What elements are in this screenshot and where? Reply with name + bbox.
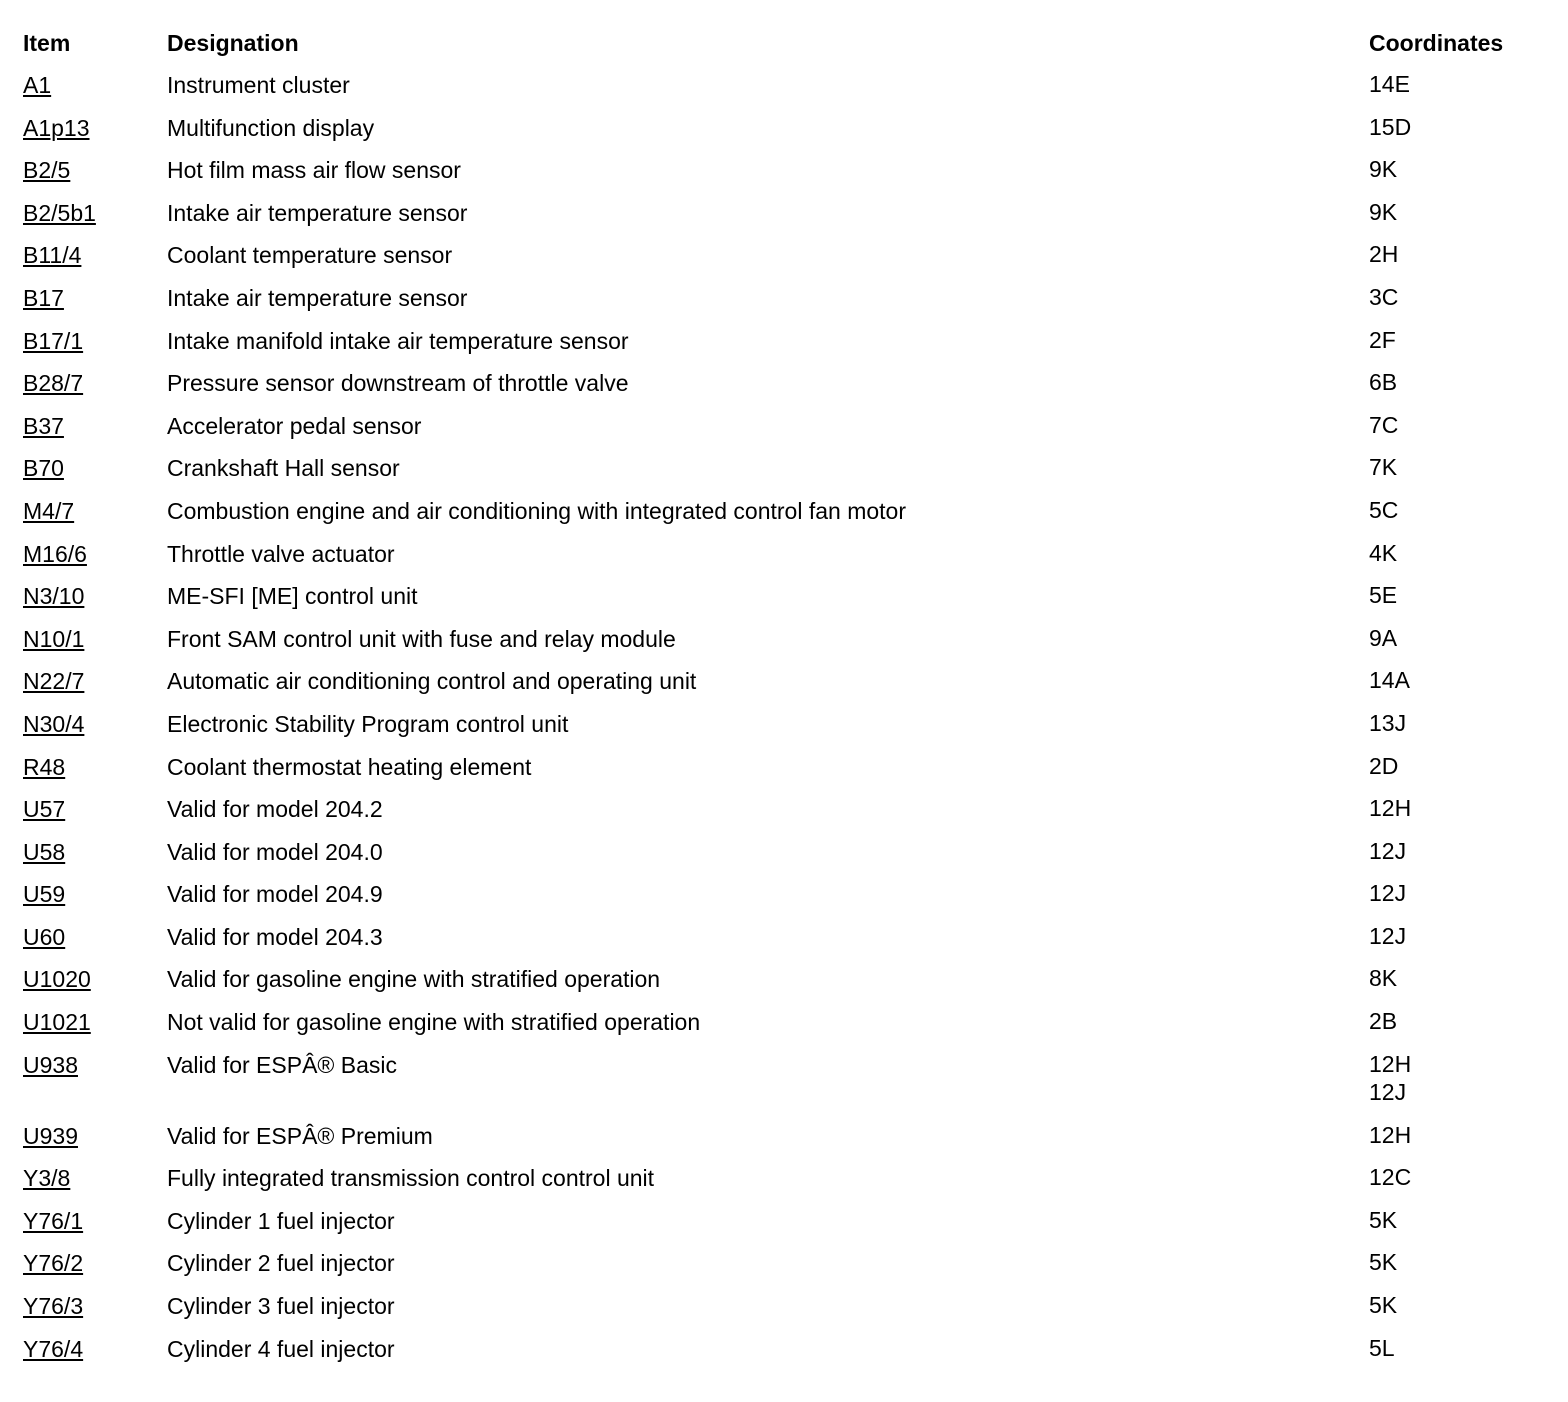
item-link[interactable]: Y76/4 bbox=[23, 1335, 84, 1362]
coordinate-value: 8K bbox=[1369, 965, 1398, 992]
item-link[interactable]: M16/6 bbox=[23, 540, 87, 567]
coordinates-cell bbox=[1369, 752, 1398, 780]
item-link[interactable]: A1p13 bbox=[23, 114, 90, 141]
coordinate-value: 4K bbox=[1369, 539, 1398, 566]
coordinate-value: 2D bbox=[1369, 752, 1399, 779]
item-cell bbox=[23, 368, 83, 399]
item-cell bbox=[23, 539, 87, 570]
table-row bbox=[23, 794, 1553, 837]
item-cell bbox=[23, 453, 64, 484]
item-cell bbox=[23, 709, 84, 740]
table-row bbox=[23, 198, 1553, 241]
item-cell bbox=[23, 240, 81, 271]
item-cell bbox=[23, 964, 91, 995]
item-link[interactable]: N3/10 bbox=[23, 583, 85, 610]
coordinates-cell bbox=[1369, 709, 1406, 737]
item-cell bbox=[23, 1163, 70, 1194]
coordinates-cell bbox=[1369, 155, 1397, 183]
item-cell bbox=[23, 922, 65, 953]
table-row bbox=[23, 1163, 1553, 1206]
coordinates-cell bbox=[1369, 496, 1398, 524]
coordinates-cell bbox=[1369, 1206, 1397, 1234]
table-row bbox=[23, 326, 1553, 369]
coordinates-cell bbox=[1369, 70, 1410, 98]
designation-cell: Valid for model 204.2 bbox=[167, 796, 383, 823]
item-link[interactable]: A1 bbox=[23, 72, 52, 98]
item-cell bbox=[23, 581, 84, 612]
coordinate-value: 14A bbox=[1369, 667, 1410, 694]
item-link[interactable]: B17/1 bbox=[23, 327, 84, 354]
table-row bbox=[23, 240, 1553, 283]
coordinate-value: 5K bbox=[1369, 1206, 1398, 1233]
table-row bbox=[23, 496, 1553, 539]
coordinate-value: 14E bbox=[1369, 71, 1410, 97]
coordinate-value: 5C bbox=[1369, 496, 1399, 523]
designation-cell: Cylinder 1 fuel injector bbox=[167, 1207, 395, 1234]
table-row bbox=[23, 752, 1553, 795]
coordinates-cell bbox=[1369, 1291, 1397, 1319]
item-link[interactable]: U57 bbox=[23, 796, 66, 823]
header-designation: Designation bbox=[167, 30, 299, 56]
designation-cell: Front SAM control unit with fuse and relay module bbox=[167, 625, 676, 652]
coordinate-value: 13J bbox=[1369, 709, 1407, 736]
designation-cell: Intake manifold intake air temperature sensor bbox=[167, 327, 629, 354]
designation-cell: Automatic air conditioning control and operating unit bbox=[167, 668, 697, 695]
item-cell bbox=[23, 624, 84, 655]
coordinates-cell bbox=[1369, 539, 1397, 567]
table-row bbox=[23, 1291, 1553, 1334]
item-cell bbox=[23, 879, 65, 910]
designation-cell: Not valid for gasoline engine with stratified operation bbox=[167, 1009, 701, 1036]
coordinate-value: 9K bbox=[1369, 156, 1398, 183]
coordinates-cell bbox=[1369, 113, 1411, 141]
coordinates-cell bbox=[1369, 368, 1397, 396]
table-row bbox=[23, 666, 1553, 709]
coordinate-value: 7K bbox=[1369, 454, 1398, 481]
table-header bbox=[23, 28, 1553, 70]
item-cell bbox=[23, 1121, 78, 1152]
designation-cell: Instrument cluster bbox=[167, 72, 350, 98]
table-body bbox=[23, 70, 1553, 1376]
coordinates-cell bbox=[1369, 411, 1398, 439]
coordinates-cell bbox=[1369, 1334, 1395, 1362]
table-row bbox=[23, 155, 1553, 198]
designation-cell: Cylinder 4 fuel injector bbox=[167, 1335, 395, 1362]
item-cell bbox=[23, 198, 96, 229]
designation-cell: Accelerator pedal sensor bbox=[167, 412, 422, 439]
item-cell bbox=[23, 283, 64, 314]
coordinate-value: 2F bbox=[1369, 326, 1396, 353]
item-cell bbox=[23, 1050, 78, 1081]
coordinate-value: 7C bbox=[1369, 411, 1399, 438]
coordinate-value: 9K bbox=[1369, 198, 1398, 225]
item-link[interactable]: U1021 bbox=[23, 1009, 91, 1036]
table-row bbox=[23, 922, 1553, 965]
item-link[interactable]: M4/7 bbox=[23, 497, 75, 524]
item-link[interactable]: N22/7 bbox=[23, 668, 85, 695]
table-row bbox=[23, 1334, 1553, 1377]
item-link[interactable]: B17 bbox=[23, 284, 64, 311]
table-row bbox=[23, 709, 1553, 752]
table-row bbox=[23, 539, 1553, 582]
designation-cell: Coolant temperature sensor bbox=[167, 242, 453, 269]
coordinates-cell bbox=[1369, 922, 1406, 950]
coordinate-value: 12H bbox=[1369, 795, 1412, 822]
item-link[interactable]: U60 bbox=[23, 923, 66, 950]
table-row bbox=[23, 581, 1553, 624]
designation-cell: Multifunction display bbox=[167, 114, 375, 141]
item-link[interactable]: N10/1 bbox=[23, 625, 85, 652]
item-link[interactable]: B70 bbox=[23, 455, 64, 482]
item-link[interactable]: U58 bbox=[23, 838, 66, 865]
coordinates-cell bbox=[1369, 879, 1406, 907]
designation-cell: ME-SFI [ME] control unit bbox=[167, 583, 418, 610]
designation-cell: Cylinder 2 fuel injector bbox=[167, 1250, 395, 1277]
legend-table bbox=[23, 28, 1553, 1376]
coordinate-value: 15D bbox=[1369, 113, 1412, 140]
item-link[interactable]: U1020 bbox=[23, 966, 91, 993]
coordinate-value: 9A bbox=[1369, 624, 1398, 651]
coordinates-cell bbox=[1369, 1050, 1411, 1106]
designation-cell: Intake air temperature sensor bbox=[167, 199, 468, 226]
table-row bbox=[23, 368, 1553, 411]
coordinates-cell bbox=[1369, 624, 1397, 652]
item-link[interactable]: Y76/1 bbox=[23, 1207, 84, 1234]
table-row bbox=[23, 1050, 1553, 1121]
item-link[interactable]: Y3/8 bbox=[23, 1165, 71, 1192]
designation-cell: Pressure sensor downstream of throttle valve bbox=[167, 370, 629, 397]
coordinate-value: 3C bbox=[1369, 283, 1399, 310]
designation-cell: Valid for model 204.0 bbox=[167, 838, 383, 865]
table-row bbox=[23, 1007, 1553, 1050]
table-row bbox=[23, 453, 1553, 496]
table-row bbox=[23, 283, 1553, 326]
designation-cell: Cylinder 3 fuel injector bbox=[167, 1293, 395, 1320]
header-coordinates: Coordinates bbox=[1369, 30, 1504, 56]
item-link[interactable]: R48 bbox=[23, 753, 66, 780]
header-item: Item bbox=[23, 30, 71, 56]
item-link[interactable]: B2/5 bbox=[23, 157, 71, 184]
coordinates-cell bbox=[1369, 453, 1397, 481]
coordinates-cell bbox=[1369, 794, 1411, 822]
designation-cell: Combustion engine and air conditioning with integrated control fan motor bbox=[167, 497, 906, 524]
table-row bbox=[23, 879, 1553, 922]
designation-cell: Intake air temperature sensor bbox=[167, 284, 468, 311]
designation-cell: Valid for model 204.3 bbox=[167, 923, 383, 950]
designation-cell: Hot film mass air flow sensor bbox=[167, 157, 461, 184]
coordinates-cell bbox=[1369, 283, 1398, 311]
table-row bbox=[23, 70, 1553, 113]
designation-cell: Electronic Stability Program control unit bbox=[167, 710, 569, 737]
table-row bbox=[23, 624, 1553, 667]
coordinate-value: 5E bbox=[1369, 582, 1398, 609]
coordinate-value: 5K bbox=[1369, 1249, 1398, 1276]
coordinate-value: 12J bbox=[1369, 1078, 1407, 1105]
item-cell bbox=[23, 155, 70, 186]
table-row bbox=[23, 964, 1553, 1007]
coordinate-value: 12J bbox=[1369, 922, 1407, 949]
coordinate-value: 12H bbox=[1369, 1050, 1412, 1077]
item-cell bbox=[23, 1334, 83, 1365]
item-cell bbox=[23, 1007, 91, 1038]
table-row bbox=[23, 837, 1553, 880]
item-cell bbox=[23, 794, 65, 825]
item-cell bbox=[23, 70, 51, 101]
item-link[interactable]: Y76/2 bbox=[23, 1250, 84, 1277]
designation-cell: Fully integrated transmission control control unit bbox=[167, 1165, 655, 1192]
item-cell bbox=[23, 752, 65, 783]
coordinate-value: 12H bbox=[1369, 1121, 1412, 1148]
coordinate-value: 5L bbox=[1369, 1334, 1395, 1361]
coordinates-cell bbox=[1369, 1163, 1411, 1191]
table-row bbox=[23, 113, 1553, 156]
coordinate-value: 2B bbox=[1369, 1008, 1398, 1035]
designation-cell: Throttle valve actuator bbox=[167, 540, 395, 567]
item-cell bbox=[23, 666, 84, 697]
item-cell bbox=[23, 837, 65, 868]
coordinate-value: 12J bbox=[1369, 837, 1407, 864]
designation-cell: Crankshaft Hall sensor bbox=[167, 455, 400, 482]
table-row bbox=[23, 1206, 1553, 1249]
item-cell bbox=[23, 1248, 83, 1279]
item-cell bbox=[23, 113, 90, 144]
item-link[interactable]: B11/4 bbox=[23, 242, 82, 269]
coordinates-cell bbox=[1369, 240, 1398, 268]
item-cell bbox=[23, 1291, 83, 1322]
designation-cell: Coolant thermostat heating element bbox=[167, 753, 532, 780]
designation-cell: Valid for model 204.9 bbox=[167, 881, 383, 908]
item-cell bbox=[23, 1206, 83, 1237]
coordinates-cell bbox=[1369, 1121, 1411, 1149]
coordinate-value: 12J bbox=[1369, 880, 1407, 907]
designation-cell: Valid for ESPÂ® Basic bbox=[167, 1051, 397, 1078]
coordinates-cell bbox=[1369, 581, 1397, 609]
coordinates-cell bbox=[1369, 1007, 1397, 1035]
table-row bbox=[23, 1121, 1553, 1164]
coordinates-cell bbox=[1369, 326, 1396, 354]
item-link[interactable]: U939 bbox=[23, 1122, 78, 1149]
designation-cell: Valid for ESPÂ® Premium bbox=[167, 1122, 433, 1149]
item-cell bbox=[23, 496, 74, 527]
item-cell bbox=[23, 326, 83, 357]
coordinates-cell bbox=[1369, 198, 1397, 226]
item-link[interactable]: B28/7 bbox=[23, 370, 84, 397]
item-link[interactable]: U59 bbox=[23, 881, 66, 908]
coordinates-cell bbox=[1369, 1248, 1397, 1276]
item-link[interactable]: B2/5b1 bbox=[23, 199, 96, 226]
item-link[interactable]: N30/4 bbox=[23, 710, 85, 737]
item-link[interactable]: U938 bbox=[23, 1051, 78, 1078]
table-row bbox=[23, 1248, 1553, 1291]
designation-cell: Valid for gasoline engine with stratified operation bbox=[167, 966, 661, 993]
table-row bbox=[23, 411, 1553, 454]
coordinate-value: 2H bbox=[1369, 241, 1399, 268]
item-cell bbox=[23, 411, 64, 442]
item-link[interactable]: B37 bbox=[23, 412, 64, 439]
coordinates-cell bbox=[1369, 837, 1406, 865]
coordinate-value: 5K bbox=[1369, 1292, 1398, 1319]
coordinate-value: 6B bbox=[1369, 369, 1398, 396]
coordinates-cell bbox=[1369, 666, 1410, 694]
coordinate-value: 12C bbox=[1369, 1164, 1412, 1191]
item-link[interactable]: Y76/3 bbox=[23, 1293, 84, 1320]
coordinates-cell bbox=[1369, 964, 1397, 992]
